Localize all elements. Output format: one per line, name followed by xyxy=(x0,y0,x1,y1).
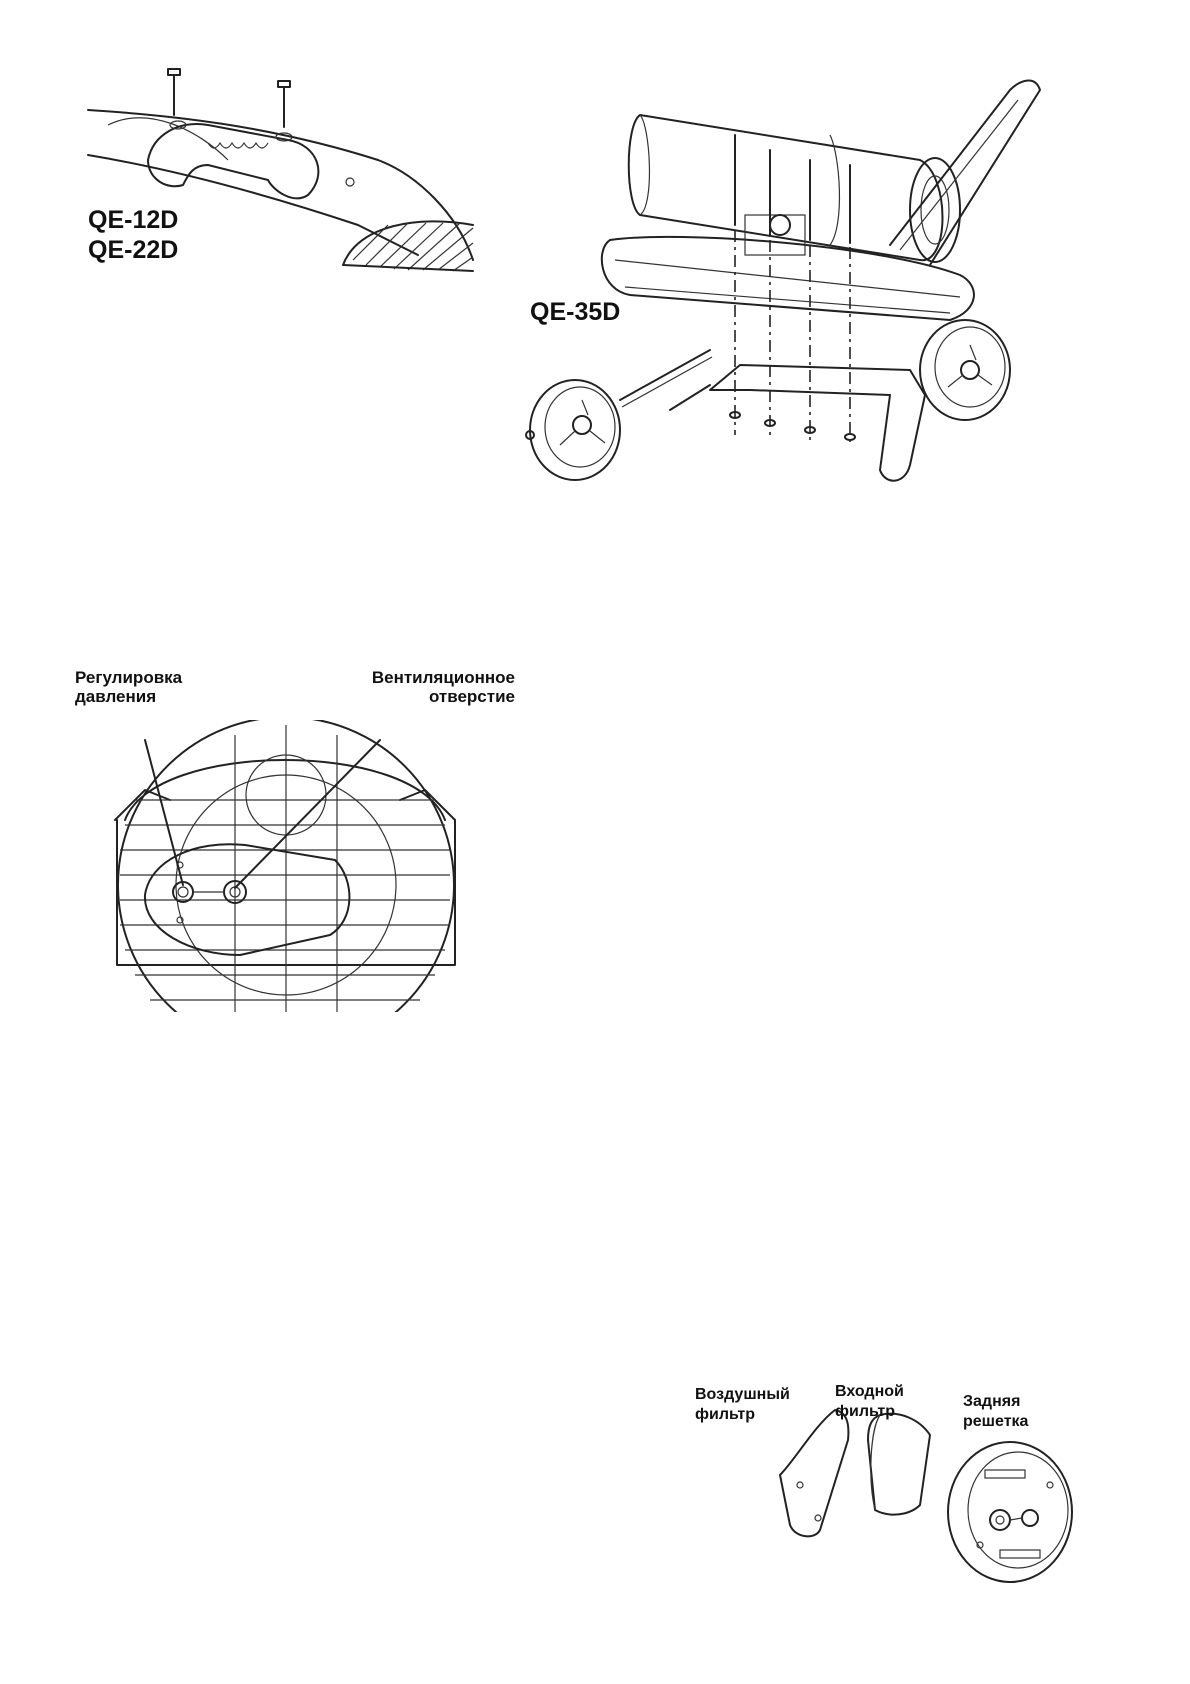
filters-drawing xyxy=(760,1400,1120,1600)
label-inlet-filter xyxy=(835,1382,904,1422)
figure-filters xyxy=(695,1383,1120,1600)
label-inlet-filter-line1: Входной xyxy=(835,1383,904,1400)
callout-pressure-line2: давления xyxy=(75,687,157,706)
label-air-filter-line2: фильтр xyxy=(695,1406,756,1423)
model-label-qe22d: QE-22D xyxy=(88,236,179,264)
label-rear-grille-line2: решетка xyxy=(963,1413,1029,1430)
label-air-filter xyxy=(695,1385,790,1425)
callout-vent-line2: отверстие xyxy=(428,687,515,706)
figure-handle-qe12d-qe22d xyxy=(88,65,473,295)
label-rear-grille xyxy=(963,1392,1028,1432)
callout-pressure-adjustment xyxy=(75,668,182,706)
callout-pressure-line1: Регулировка xyxy=(75,668,183,687)
label-inlet-filter-line2: фильтр xyxy=(835,1403,896,1420)
model-label-qe35d: QE-35D xyxy=(530,298,621,326)
label-rear-grille-line1: Задняя xyxy=(963,1393,1021,1410)
callout-vent-line1: Вентиляционное xyxy=(371,668,515,687)
figure-wheel-kit-qe35d xyxy=(530,65,1130,535)
label-air-filter-line1: Воздушный xyxy=(695,1386,790,1403)
model-label-qe12d: QE-12D xyxy=(88,206,179,234)
callout-vent-hole xyxy=(372,668,515,706)
figure-rear-view xyxy=(75,668,515,1020)
rear-grille-drawing xyxy=(75,720,515,1020)
